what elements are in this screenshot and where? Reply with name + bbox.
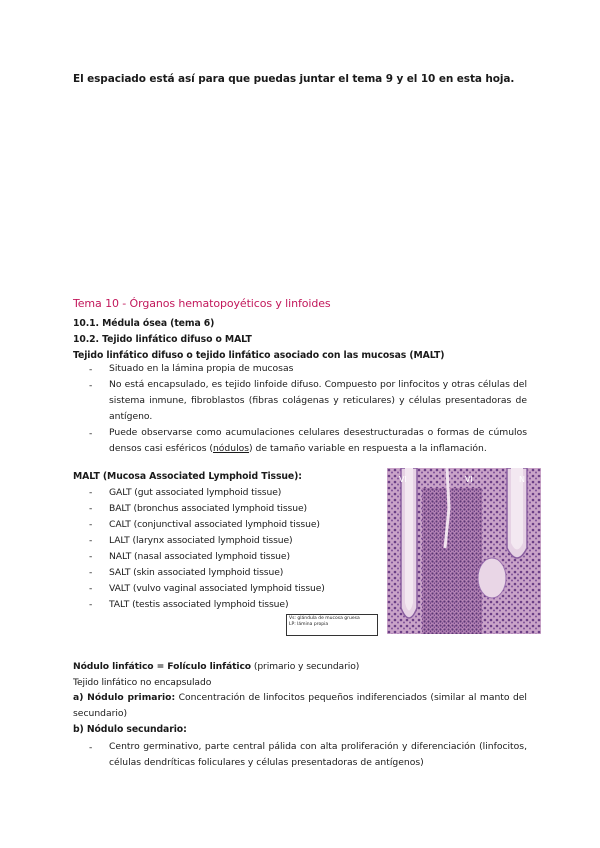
malt-item: LALT (larynx associated lymphoid tissue) [109, 535, 293, 546]
malt-item: SALT (skin associated lymphoid tissue) [109, 567, 284, 578]
section-10-2: 10.2. Tejido linfático difuso o MALT [73, 334, 252, 345]
bullet-item [109, 425, 527, 457]
nodulo-heading [73, 661, 359, 672]
section-10-1: 10.1. Médula ósea (tema 6) [73, 318, 215, 329]
malt-item: NALT (nasal associated lymphoid tissue) [109, 551, 290, 562]
malt-item: BALT (bronchus associated lymphoid tissue) [109, 503, 307, 514]
bullet-text-post: ) de tamaño variable en respuesta a la inflamación. [249, 443, 487, 454]
malt-dash: - [89, 503, 93, 514]
caption-line-2: LP: lámina propia [289, 622, 329, 627]
micrograph-caption [286, 614, 378, 636]
malt-dash: - [89, 567, 93, 578]
malt-dash: - [89, 487, 93, 498]
micrograph-image [387, 468, 541, 634]
malt-dash: - [89, 583, 93, 594]
underlined-term-nodulos: nódulos [212, 443, 250, 454]
histology-micrograph [387, 468, 541, 634]
malt-heading: MALT (Mucosa Associated Lymphoid Tissue): [73, 471, 302, 482]
bullet-dash: - [89, 428, 93, 439]
malt-item: TALT (testis associated lymphoid tissue) [109, 599, 289, 610]
nodulo-primario-paragraph [73, 690, 527, 722]
primario-text: Concentración de linfocitos pequeños indiferenciados (similar al manto del secundario) [73, 692, 527, 719]
bullet-item: Situado en la lámina propia de mucosas [109, 363, 294, 374]
malt-item: CALT (conjunctival associated lymphoid tissue) [109, 519, 320, 530]
malt-item: GALT (gut associated lymphoid tissue) [109, 487, 282, 498]
subtitle-malt: Tejido linfático difuso o tejido linfático asociado con las mucosas (MALT) [73, 350, 445, 361]
micro-label-n: N [519, 475, 525, 484]
malt-dash: - [89, 551, 93, 562]
micro-label-vl-left: Vl [399, 475, 407, 484]
bullet-dash: - [89, 380, 93, 391]
nodulo-subtitle: Tejido linfático no encapsulado [73, 677, 212, 688]
nodulo-heading-rest: (primario y secundario) [251, 661, 360, 672]
topic-title: Tema 10 - Órganos hematopoyéticos y linfoides [73, 297, 331, 310]
secundario-label: b) Nódulo secundario: [73, 724, 187, 735]
bullet-item: Centro germinativo, parte central pálida con alta proliferación y diferenciación (linfocitos, células dendríticas foliculares y células presentadoras de antígenos) [109, 741, 527, 768]
micro-label-vl-center: Vl [465, 475, 473, 484]
malt-item: VALT (vulvo vaginal associated lymphoid tissue) [109, 583, 325, 594]
bullet-dash: - [89, 742, 93, 753]
header-note: El espaciado está así para que puedas juntar el tema 9 y el 10 en esta hoja. [73, 73, 515, 85]
malt-dash: - [89, 519, 93, 530]
bullet-dash: - [89, 364, 93, 375]
nodulo-heading-bold: Nódulo linfático = Folículo linfático [73, 661, 252, 672]
malt-dash: - [89, 535, 93, 546]
malt-dash: - [89, 599, 93, 610]
bullet-text-pre: Puede observarse como acumulaciones celulares desestructuradas o formas de cúmulos densos casi esféricos ( [109, 427, 527, 454]
primario-label: a) Nódulo primario: [73, 692, 176, 703]
caption-line-1: Vs: glándula de mucosa gruesa [289, 616, 360, 621]
bullet-item: No está encapsulado, es tejido linfoide difuso. Compuesto por linfocitos y otras células del sistema inmune, fibroblastos (fibras colágenas y reticulares) y células presentadoras de antígeno. [109, 379, 527, 422]
